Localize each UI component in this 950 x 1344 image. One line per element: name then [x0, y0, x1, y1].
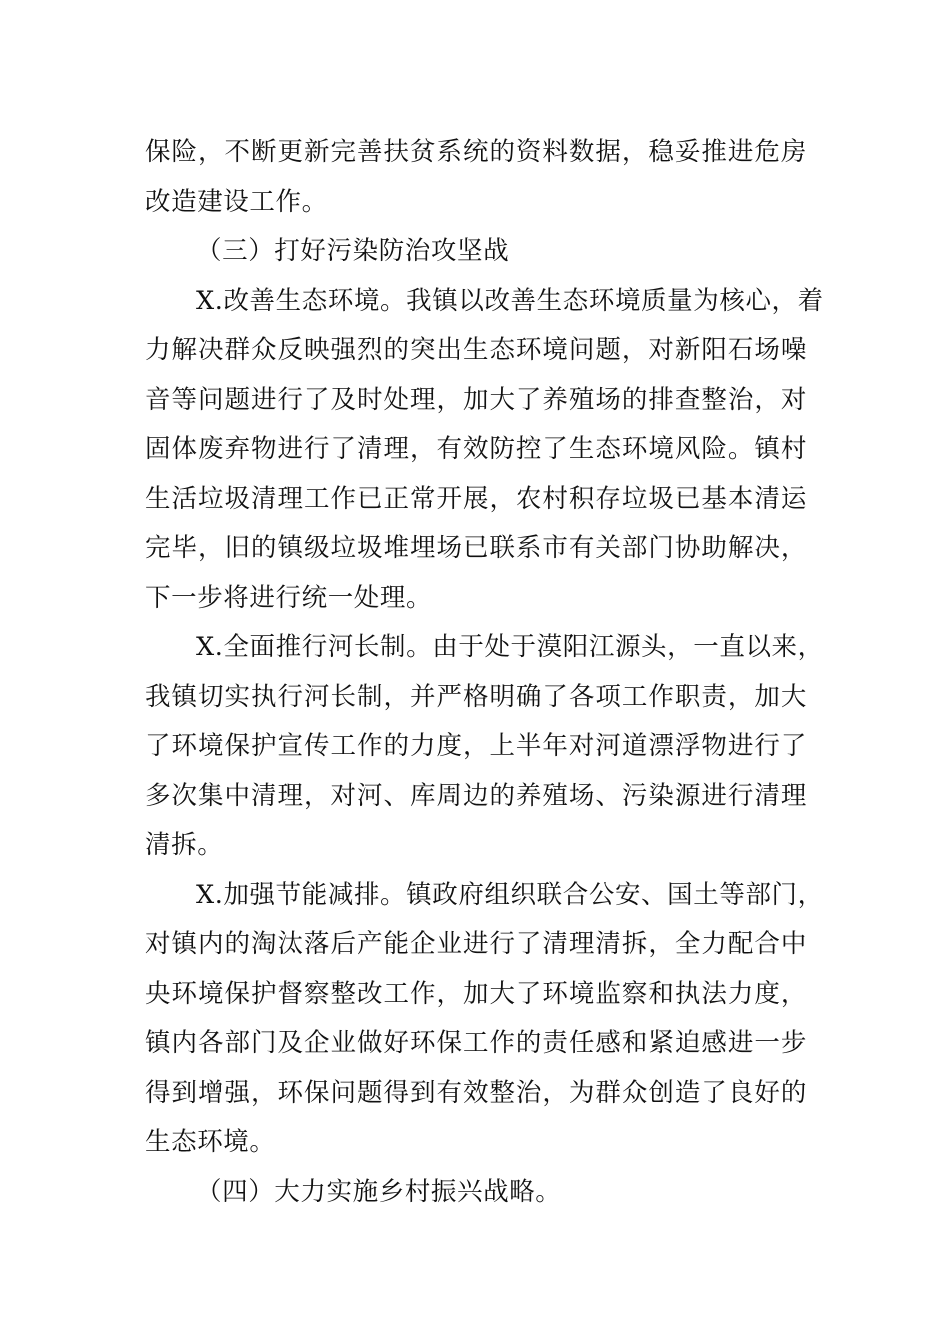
body-text-line: 音等问题进行了及时处理，加大了养殖场的排查整治，对: [145, 384, 807, 415]
body-text-line: 我镇切实执行河长制，并严格明确了各项工作职责，加大: [145, 681, 807, 712]
body-text-line: 改造建设工作。: [145, 186, 328, 217]
body-text-line: 力解决群众反映强烈的突出生态环境问题，对新阳石场噪: [145, 335, 807, 365]
body-text-line: 清拆。: [145, 830, 224, 860]
paragraph-start-line: X.全面推行河长制。由于处于漠阳江源头，一直以来，: [196, 632, 824, 662]
body-text-line: 生活垃圾清理工作已正常开展，农村积存垃圾已基本清运: [145, 483, 807, 514]
body-text-line: 多次集中清理，对河、库周边的养殖场、污染源进行清理: [145, 780, 807, 811]
body-text-line: 镇内各部门及企业做好环保工作的责任感和紧迫感进一步: [145, 1028, 807, 1058]
body-text-line: 得到增强，环保问题得到有效整治，为群众创造了良好的: [145, 1077, 807, 1108]
section-heading-three: （三）打好污染防治攻坚战: [196, 236, 510, 266]
body-text-line: 生态环境。: [145, 1127, 276, 1157]
body-text-line: 对镇内的淘汰落后产能企业进行了清理清拆，全力配合中: [145, 929, 807, 959]
paragraph-start-line: X.加强节能减排。镇政府组织联合公安、国土等部门，: [196, 879, 824, 910]
paragraph-start-line: X.改善生态环境。我镇以改善生态环境质量为核心，着: [196, 285, 824, 316]
section-heading-four: （四）大力实施乡村振兴战略。: [196, 1176, 562, 1207]
body-text-line: 固体废弃物进行了清理，有效防控了生态环境风险。镇村: [145, 434, 807, 464]
document-body: [145, 128, 824, 1217]
body-text-line: 下一步将进行统一处理。: [145, 582, 433, 613]
body-text-line: 完毕，旧的镇级垃圾堆埋场已联系市有关部门协助解决，: [145, 533, 807, 563]
body-text-line: 保险，不断更新完善扶贫系统的资料数据，稳妥推进危房: [145, 137, 807, 167]
body-text-line: 央环境保护督察整改工作，加大了环境监察和执法力度，: [145, 978, 807, 1009]
body-text-line: 了环境保护宣传工作的力度，上半年对河道漂浮物进行了: [145, 731, 807, 761]
